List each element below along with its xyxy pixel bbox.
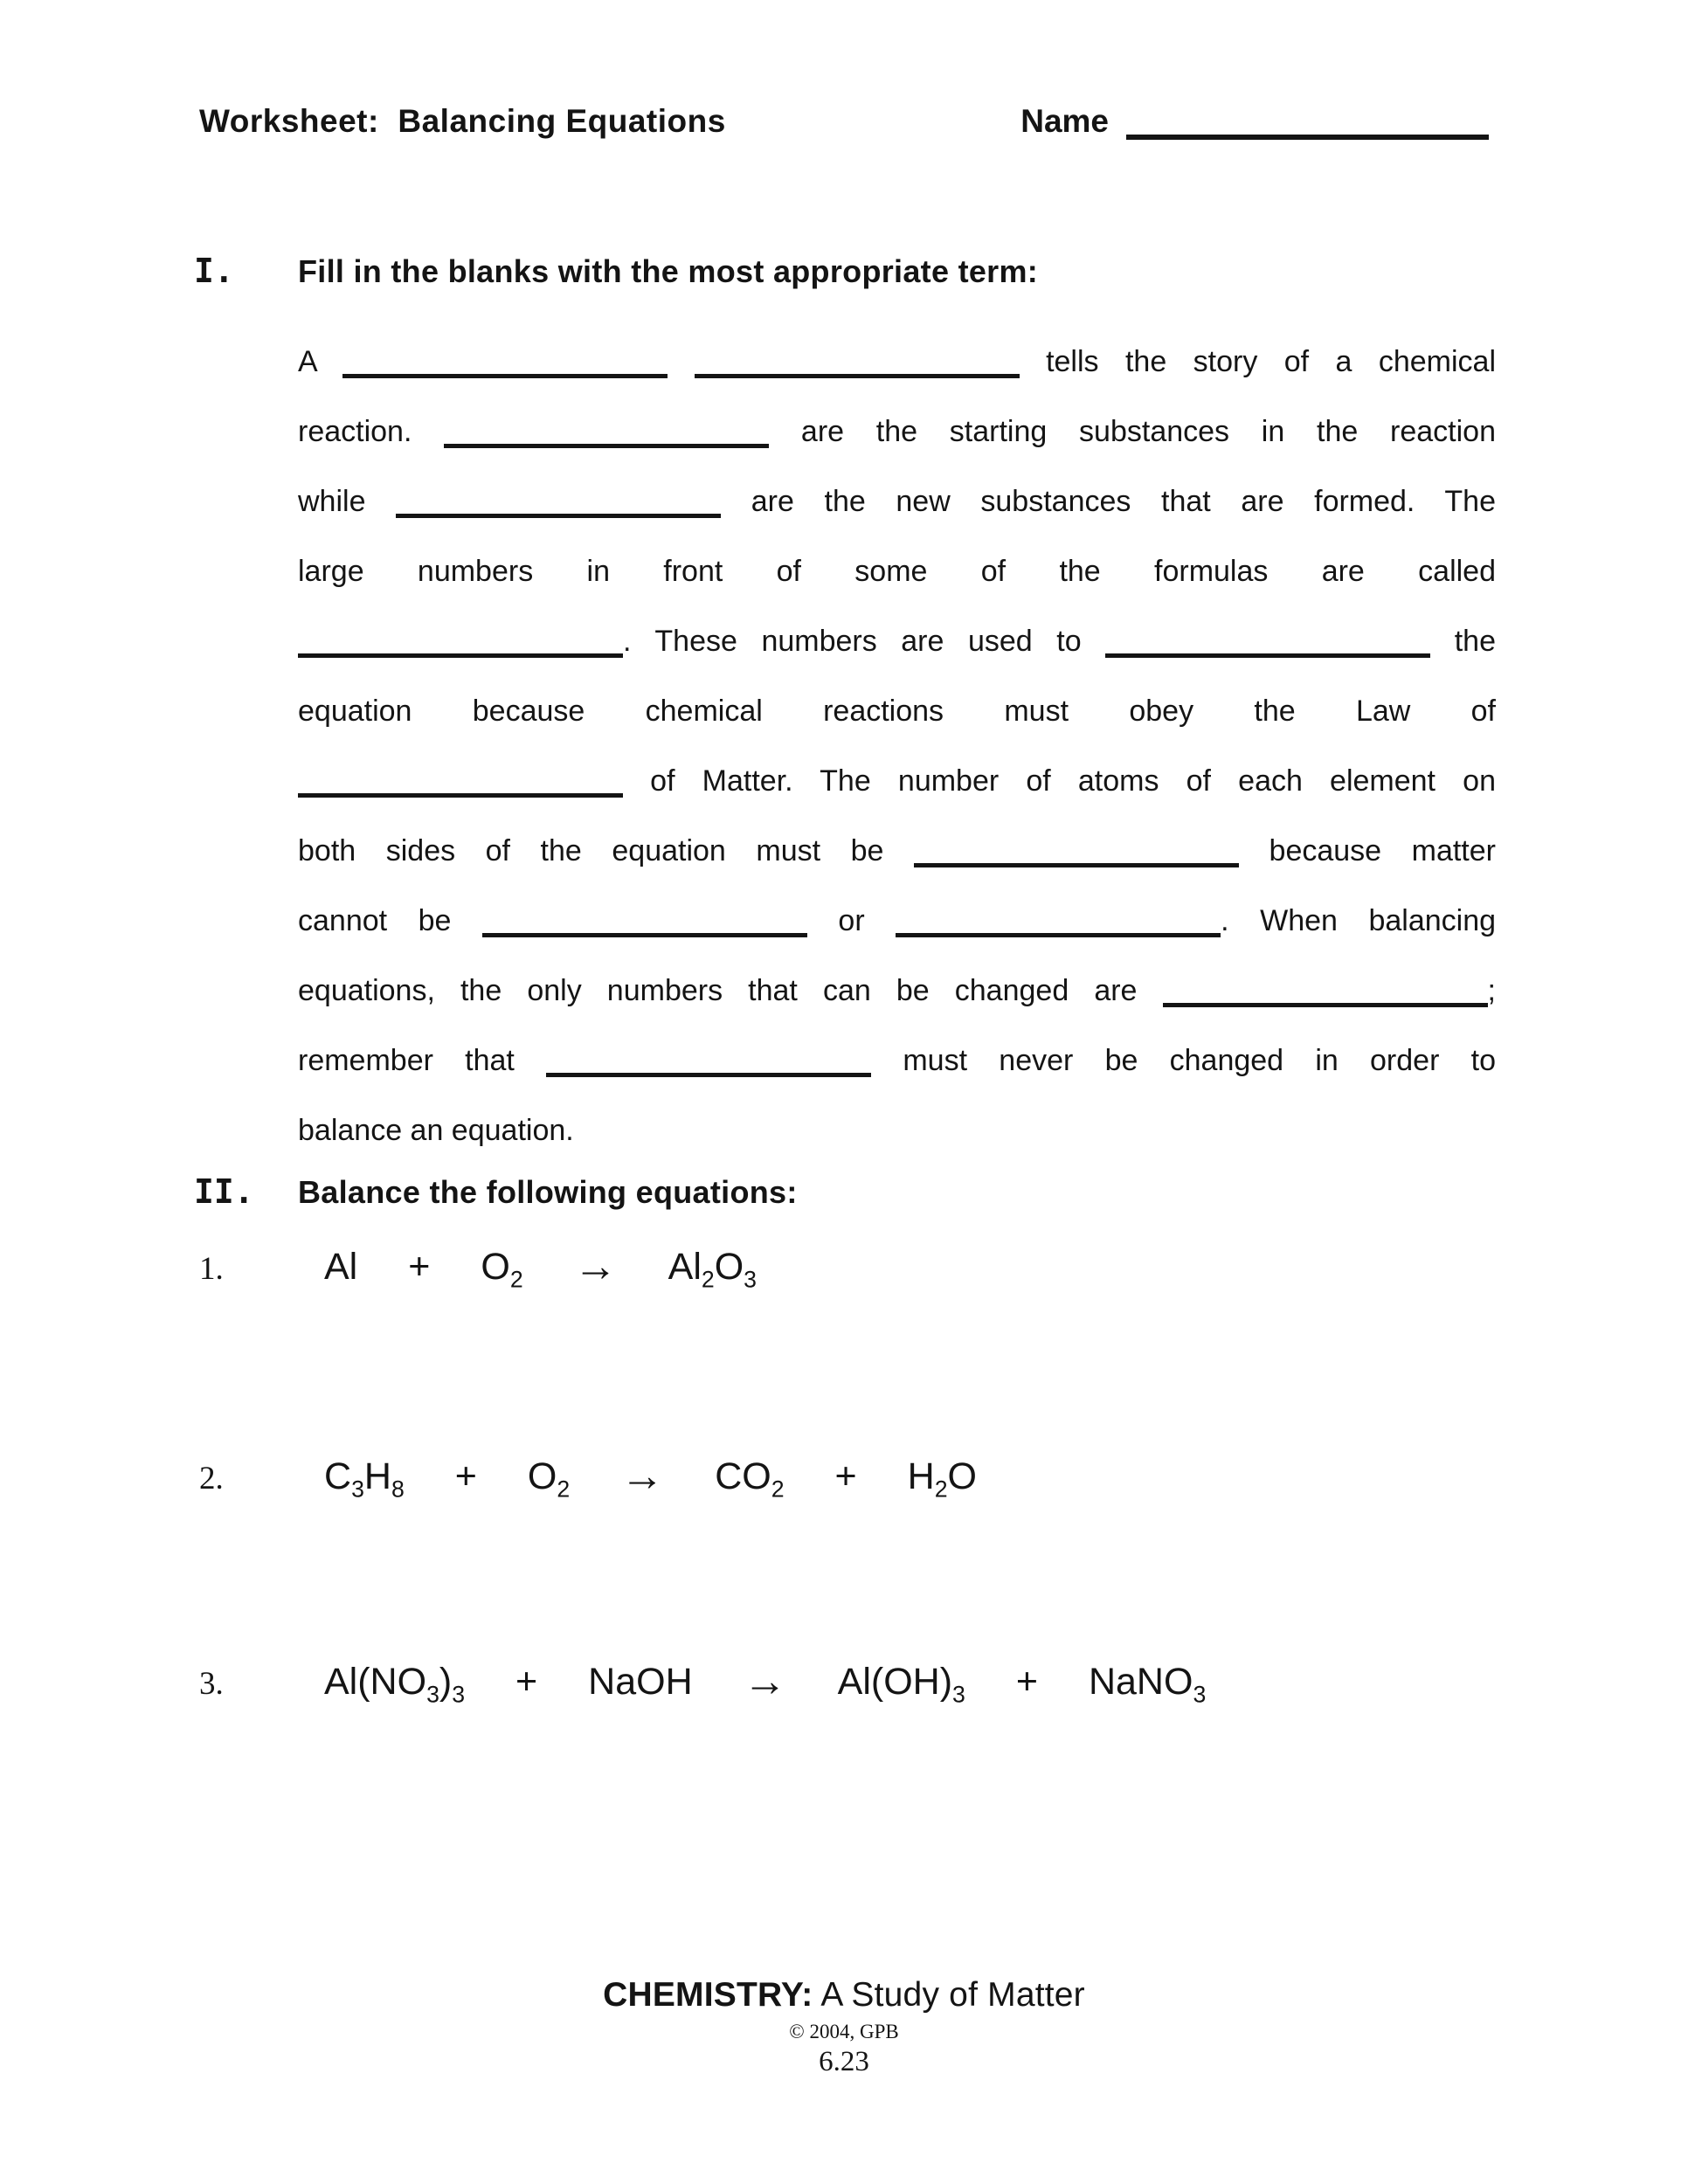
- line-text: equation because chemical reactions must obey the Law of: [298, 695, 1496, 728]
- name-field-area: [1020, 98, 1489, 140]
- fill-line: [298, 606, 1496, 676]
- name-label: Name: [1020, 103, 1109, 139]
- plus-operator: +: [834, 1455, 857, 1497]
- chemical-formula: $Al(NO_3)_3$: [324, 1661, 466, 1708]
- line-text: ;: [1487, 974, 1496, 1007]
- plus-operator: +: [515, 1661, 538, 1703]
- fill-blank: [1163, 1001, 1488, 1007]
- chemical-formula: Al: [324, 1246, 358, 1288]
- equation-formula: [324, 1654, 1207, 1708]
- line-text: or: [806, 904, 896, 937]
- fill-line: [298, 676, 1496, 746]
- page-header: [199, 98, 1489, 140]
- fill-blank: [896, 931, 1221, 937]
- equation-number: 3.: [199, 1666, 224, 1702]
- section-two-heading: [194, 1172, 1496, 1211]
- book-series-title-bold: CHEMISTRY:: [603, 1976, 813, 2014]
- equation-formula: [324, 1448, 977, 1503]
- fill-line: [298, 467, 1496, 536]
- plus-operator: +: [408, 1246, 431, 1288]
- reaction-arrow-icon: →: [743, 1656, 787, 1705]
- fill-line: [298, 746, 1496, 816]
- chemical-formula: NaNO$_3$: [1088, 1661, 1207, 1708]
- line-text: large numbers in front of some of the formulas are called: [298, 555, 1496, 588]
- fill-blank: [396, 512, 721, 518]
- fill-blank: [342, 372, 668, 378]
- section-one-title: Fill in the blanks with the most appropriate term:: [298, 253, 1039, 289]
- fill-line: [298, 886, 1496, 956]
- equation-row: [199, 1448, 977, 1503]
- line-text: both sides of the equation must be: [298, 834, 914, 867]
- reaction-arrow-icon: →: [620, 1451, 665, 1500]
- line-text: equations, the only numbers that can be changed are: [298, 974, 1163, 1007]
- equation-number: 1.: [199, 1251, 224, 1287]
- line-text: . These numbers are used to: [623, 625, 1106, 658]
- section-one-heading: [194, 252, 1496, 290]
- name-blank-line: [1126, 98, 1489, 140]
- section-two-numeral: II.: [194, 1172, 254, 1211]
- chemical-formula: $Al_2O_3$: [668, 1246, 757, 1293]
- fill-line: [298, 1095, 1496, 1165]
- chemical-formula: $H_2O$: [907, 1455, 977, 1503]
- fill-blank: [298, 652, 623, 658]
- line-text: because matter: [1238, 834, 1496, 867]
- line-text: [668, 345, 694, 378]
- equation-formula: [324, 1239, 757, 1293]
- fill-line: [298, 397, 1496, 467]
- line-text: cannot be: [298, 904, 482, 937]
- chemical-formula: $O_2$: [527, 1455, 571, 1503]
- section-two-title: Balance the following equations:: [298, 1174, 798, 1210]
- line-text: are the starting substances in the reaction: [769, 415, 1496, 448]
- chemical-formula: $Al(OH)_3$: [837, 1661, 965, 1708]
- fill-line: [298, 1026, 1496, 1095]
- plus-operator: +: [1015, 1661, 1038, 1703]
- fill-blank: [914, 861, 1239, 867]
- book-series-title-rest: A Study of Matter: [813, 1976, 1085, 2014]
- fill-line: [298, 536, 1496, 606]
- fill-blank: [695, 372, 1020, 378]
- line-text: while: [298, 485, 397, 518]
- line-text: remember that: [298, 1044, 547, 1077]
- chemical-formula: $O_2$: [481, 1246, 523, 1293]
- reaction-arrow-icon: →: [573, 1241, 618, 1290]
- page-number: 6.23: [819, 2046, 869, 2077]
- line-text: reaction.: [298, 415, 445, 448]
- line-text: . When balancing: [1221, 904, 1497, 937]
- equation-row: [199, 1654, 1207, 1708]
- fill-line: [298, 956, 1496, 1026]
- line-text: the: [1430, 625, 1496, 658]
- line-text: balance an equation.: [298, 1114, 574, 1147]
- fill-blank: [1105, 652, 1430, 658]
- line-text: of Matter. The number of atoms of each element on: [623, 764, 1496, 798]
- copyright-notice: © 2004, GPB: [789, 2021, 899, 2042]
- page-footer: [0, 1976, 1688, 2078]
- fill-blank: [444, 442, 769, 448]
- equation-row: [199, 1239, 757, 1293]
- book-series-title: [0, 1976, 1688, 2015]
- worksheet-title: Worksheet: Balancing Equations: [199, 103, 726, 139]
- equation-number: 2.: [199, 1461, 224, 1496]
- line-text: A: [298, 345, 343, 378]
- fill-line: [298, 327, 1496, 397]
- chemical-formula: NaOH: [588, 1661, 693, 1703]
- chemical-formula: $CO_2$: [715, 1455, 785, 1503]
- fill-blank: [546, 1071, 871, 1077]
- plus-operator: +: [454, 1455, 477, 1497]
- section-one-numeral: I.: [194, 252, 234, 290]
- line-text: are the new substances that are formed. The: [721, 485, 1496, 518]
- fill-blank: [298, 791, 623, 798]
- line-text: tells the story of a chemical: [1019, 345, 1496, 378]
- chemical-formula: $C_3H_8$: [324, 1455, 405, 1503]
- fill-in-paragraph: [298, 327, 1496, 1165]
- line-text: must never be changed in order to: [871, 1044, 1496, 1077]
- fill-line: [298, 816, 1496, 886]
- fill-blank: [482, 931, 807, 937]
